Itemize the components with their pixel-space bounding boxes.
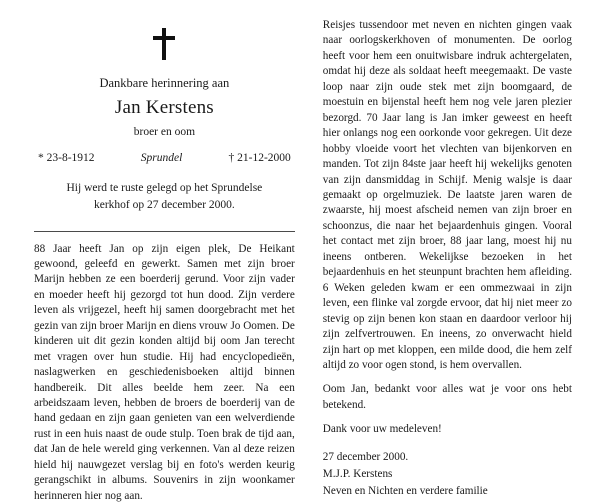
signature-block (323, 449, 572, 501)
right-paragraph-3: Dank voor uw medeleven! (323, 422, 572, 437)
birth-date: * 23-8-1912 (38, 152, 95, 164)
deceased-name: Jan Kerstens (34, 97, 295, 119)
cross-icon-wrap (34, 28, 295, 62)
right-column (309, 18, 582, 471)
left-paragraph: 88 Jaar heeft Jan op zijn eigen plek, De Heikant gewoond, geleefd en gewerkt. Samen met zijn broer Marijn hebben ze een boerderij gerund. Voor zijn vader en moeder heeft hij gezorgd tot hun dood. Zijn verdere leven als vrijgezel, heeft hij samen doorgebracht met het gezin van zijn broer Marijn en diens vrouw Jo Oomen. De kinderen uit dit gezin konden altijd bij oom Jan terecht met vragen over hun studie. Hij had encyclopedieën, naslagwerken en geschiedenisboeken altijd binnen handbereik. Dit alles beelde hem zeer. Na een arbeidszaam leven, hebben de broers de boerderij van de hand gedaan en zijn gaan genieten van een welverdiende rust in een huis naast de oude stulp. Toen brak de tijd aan, dat Jan de hele wereld ging verkennen. Van al deze reizen hield hij nauwgezet verslag bij en foto's werden keurig gerangschikt in albums. Souvenirs in zijn woonkamer herinneren hier nog aan. (34, 242, 295, 504)
cross-horizontal-bar (153, 36, 175, 40)
left-body-text (34, 242, 295, 504)
relation-label: broer en oom (34, 126, 295, 138)
death-date: † 21-12-2000 (228, 152, 290, 164)
signature-date: 27 december 2000. (323, 449, 572, 465)
birth-place: Sprundel (141, 152, 183, 164)
right-body-text (323, 18, 572, 447)
dates-row (34, 152, 295, 164)
memorial-heading: Dankbare herinnering aan (34, 76, 295, 91)
cross-vertical-bar (162, 28, 166, 60)
burial-info-line1: Hij werd te ruste gelegd op het Sprundelse (34, 180, 295, 197)
latin-cross-icon (153, 28, 175, 60)
signature-family: Neven en Nichten en verdere familie (323, 483, 572, 499)
burial-info (34, 180, 295, 215)
right-paragraph-2: Oom Jan, bedankt voor alles wat je voor ons hebt betekend. (323, 382, 572, 413)
left-column (18, 18, 309, 471)
divider (34, 231, 295, 232)
signature-name: M.J.P. Kerstens (323, 466, 572, 482)
right-paragraph-1: Reisjes tussendoor met neven en nichten gingen vaak naar oorlogskerkhoven of monumenten. De oorlog heeft voor hem een onuitwisbare indruk achtergelaten, omdat hij deze als soldaat heeft meegemaakt. De vaste loop naar zijn oude stek met zijn boomgaard, de moestuin en bijenstal heeft hem nog vele jaren plezier bezorgd. 70 Jaar lang is Jan imker geweest en heeft hier onlangs nog een oorkonde voor gekregen. Uit deze hobby vloeide voort het vlechten van bijenkorven en manden. Tot zijn 84ste jaar heeft hij wekelijks genoten van zijn dansmiddag in Schijf. Menig walsje is daar gemaakt op orgelmuziek. De laatste jaren waren de zwaarste, hij moest afscheid nemen van zijn broer en schoonzus, die naar het bejaardenhuis gingen. Vooral het contact met zijn broer, 88 jaar lang, moest hij nu ineens ontberen. Wekelijkse bezoeken in het bejaardenhuis en het steunpunt brachten hem afleiding. 6 Weken geleden kwam er een ommezwaai in zijn leven, een flinke val zorgde ervoor, dat hij niet meer zo stevig op zijn benen kon staan en daardoor verloor hij zijn zelfvertrouwen. En ineens, zo onverwacht hield zijn hart op met kloppen, een milde dood, die hem zelf altijd zo voor ogen stond, is hem overvallen. (323, 18, 572, 373)
burial-info-line2: kerkhof op 27 december 2000. (34, 197, 295, 214)
